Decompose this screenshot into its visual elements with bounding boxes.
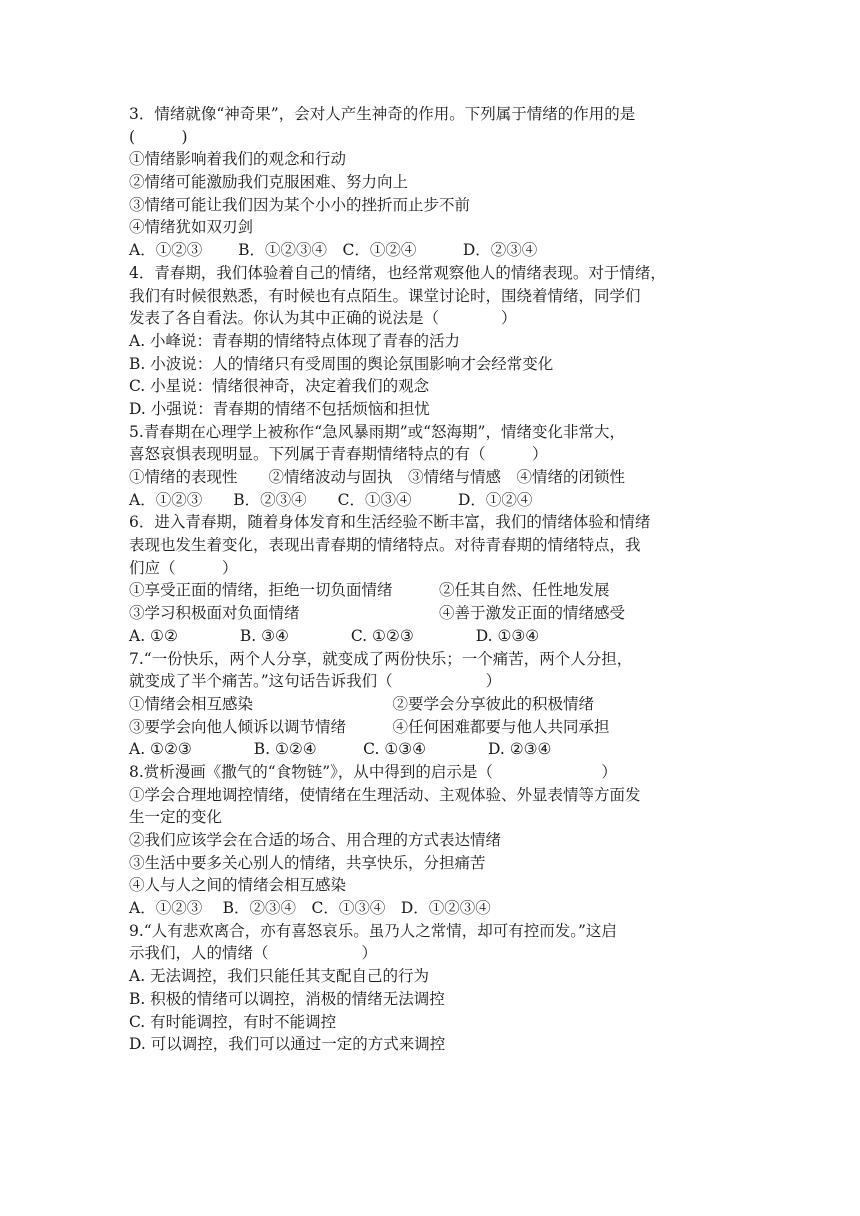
text-line: 生一定的变化	[129, 808, 223, 827]
text-line: 喜怒哀惧表现明显。下列属于青春期情绪特点的有（ ）	[129, 445, 548, 464]
text-line: D. 可以调控，我们可以通过一定的方式来调控	[129, 1035, 446, 1054]
text-line: 表现也发生着变化，表现出青春期的情绪特点。对待青春期的情绪特点，我	[129, 536, 641, 555]
text-line: ③学习积极面对负面情绪 ④善于激发正面的情绪感受	[129, 604, 626, 623]
text-line: ①情绪会相互感染 ②要学会分享彼此的积极情绪	[129, 694, 595, 713]
text-line: 8.赏析漫画《撒气的“食物链”》，从中得到的启示是（ ）	[129, 762, 617, 781]
text-line: ③情绪可能让我们因为某个小小的挫折而止步不前	[129, 195, 471, 214]
text-line: ④人与人之间的情绪会相互感染	[129, 876, 347, 895]
text-line: A. 小峰说：青春期的情绪特点体现了青春的活力	[129, 331, 461, 350]
text-line: 7.“一份快乐，两个人分享，就变成了两份快乐；一个痛苦，两个人分担，	[129, 649, 633, 668]
text-line: B. 小波说：人的情绪只有受周围的舆论氛围影响才会经常变化	[129, 354, 554, 373]
text-line: A. 无法调控，我们只能任其支配自己的行为	[129, 967, 430, 986]
text-line: 发表了各自看法。你认为其中正确的说法是（ ）	[129, 309, 517, 328]
text-line: 就变成了半个痛苦。”这句话告诉我们（ ）	[129, 672, 502, 691]
text-line: ③要学会向他人倾诉以调节情绪 ④任何困难都要与他人共同承担	[129, 717, 610, 736]
text-line: 5.青春期在心理学上被称作“急风暴雨期”或“怒海期”，情绪变化非常大，	[129, 422, 625, 441]
text-line: A．①②③ B．①②③④ C．①②④ D．②③④	[129, 241, 538, 260]
text-line: 9.“人有悲欢离合，亦有喜怒哀乐。虽乃人之常情，却可有控而发。”这启	[129, 921, 617, 940]
text-line: 6．进入青春期，随着身体发育和生活经验不断丰富，我们的情绪体验和情绪	[129, 513, 651, 532]
text-line: A．①②③ B．②③④ C．①③④ D．①②③④	[129, 899, 491, 918]
text-line: A. ①②③ B. ①②④ C. ①③④ D. ②③④	[129, 740, 552, 759]
text-line: C. 小星说：情绪很神奇，决定着我们的观念	[129, 377, 430, 396]
text-line: ④情绪犹如双刃剑	[129, 218, 254, 237]
text-line: B. 积极的情绪可以调控，消极的情绪无法调控	[129, 989, 445, 1008]
text-line: 3．情绪就像“神奇果”，会对人产生神奇的作用。下列属于情绪的作用的是	[129, 105, 636, 123]
text-line: ①情绪影响着我们的观念和行动	[129, 150, 347, 169]
text-line: A．①②③ B．②③④ C．①③④ D．①②④	[129, 490, 533, 509]
text-line: 我们有时候很熟悉，有时候也有点陌生。课堂讨论时，围绕着情绪，同学们	[129, 286, 641, 305]
text-line: ③生活中要多关心别人的情绪，共享快乐，分担痛苦	[129, 853, 486, 872]
text-line: ②我们应该学会在合适的场合、用合理的方式表达情绪	[129, 831, 502, 849]
text-line: D. 小强说：青春期的情绪不包括烦恼和担忧	[129, 399, 430, 418]
question-text-block	[129, 103, 739, 1056]
text-line: 示我们，人的情绪（ ）	[129, 944, 378, 963]
text-line: 们应（ ）	[129, 558, 238, 577]
text-line: ①情绪的表现性 ②情绪波动与固执 ③情绪与情感 ④情绪的闭锁性	[129, 468, 626, 486]
text-line: ①享受正面的情绪，拒绝一切负面情绪 ②任其自然、任性地发展	[129, 581, 610, 600]
text-line: 4．青春期，我们体验着自己的情绪，也经常观察他人的情绪表现。对于情绪，	[129, 263, 666, 282]
text-line: A. ①② B. ③④ C. ①②③ D. ①③④	[129, 626, 540, 645]
text-line: ①学会合理地调控情绪，使情绪在生理活动、主观体验、外显表情等方面发	[129, 785, 641, 804]
text-line: C. 有时能调控，有时不能调控	[129, 1012, 337, 1031]
text-line: ( )	[129, 127, 188, 146]
text-line: ②情绪可能激励我们克服困难、努力向上	[129, 173, 409, 192]
